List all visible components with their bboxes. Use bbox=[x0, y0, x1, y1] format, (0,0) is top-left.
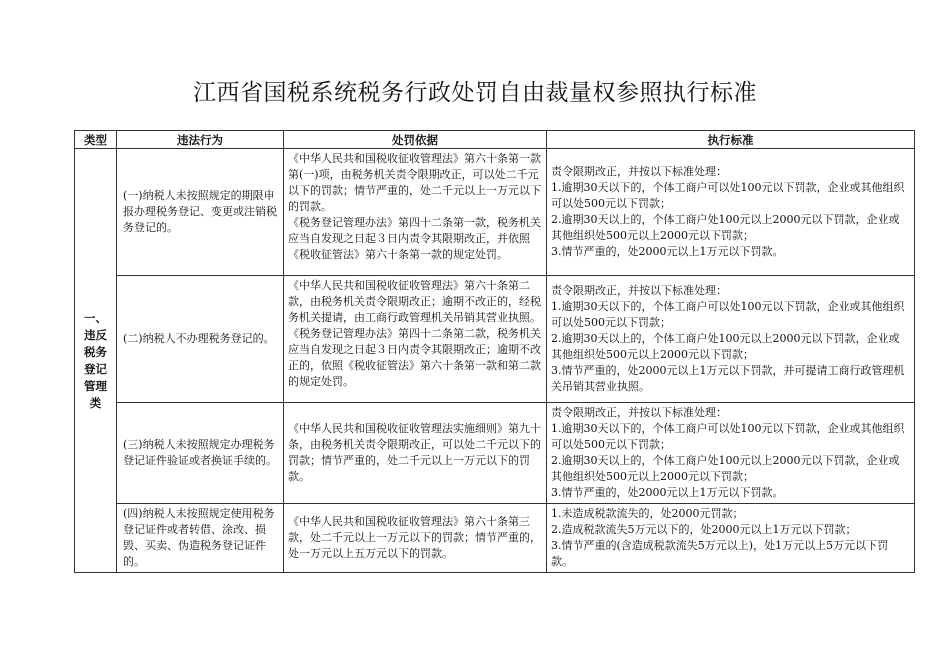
header-type: 类型 bbox=[75, 131, 117, 149]
standard-cell bbox=[547, 504, 915, 573]
violation-cell: (四)纳税人未按照规定使用税务登记证件或者转借、涂改、损毁、买卖、伪造税务登记证件的。 bbox=[117, 504, 284, 573]
table-header-row bbox=[75, 131, 915, 149]
penalty-standards-table bbox=[74, 130, 915, 573]
standard-line: 2.逾期30天以上的，个体工商户处100元以上2000元以下罚款，企业或其他组织处500元以上2000元以下罚款； bbox=[551, 454, 900, 483]
basis-paragraph: 《税务登记管理办法》第四十二条第一款，税务机关应当自发现之日起３日内责令其限期改正，并依照《税收征管法》第六十条第一款的规定处罚。 bbox=[288, 216, 541, 261]
category-cell bbox=[75, 149, 117, 573]
basis-paragraph: 《中华人民共和国税收征收管理法》第六十条第三款，处二千元以上一万元以下的罚款；情节严重的，处一万元以上五万元以下的罚款。 bbox=[288, 515, 541, 560]
standard-line: 责令限期改正，并按以下标准处理： bbox=[551, 284, 727, 297]
basis-cell bbox=[284, 504, 547, 573]
basis-paragraph: 《中华人民共和国税收征收管理法》第六十条第二款，由税务机关责令限期改正；逾期不改正的，经税务机关提请，由工商行政管理机关吊销其营业执照。 bbox=[288, 279, 541, 324]
header-penalty-basis: 处罚依据 bbox=[284, 131, 547, 149]
standard-line: 责令限期改正，并按以下标准处理： bbox=[551, 406, 727, 419]
violation-cell: (三)纳税人未按照规定办理税务登记证件验证或者换证手续的。 bbox=[117, 403, 284, 504]
standard-cell bbox=[547, 403, 915, 504]
standard-line: 3.情节严重的(含造成税款流失5万元以上)，处1万元以上5万元以下罚款。 bbox=[551, 539, 889, 568]
table-row bbox=[75, 276, 915, 403]
table-row bbox=[75, 149, 915, 276]
standard-line: 2.造成税款流失5万元以下的，处2000元以上1万元以下罚款； bbox=[551, 523, 857, 536]
standard-line: 2.逾期30天以上的，个体工商户处100元以上2000元以下罚款，企业或其他组织处500元以上2000元以下罚款； bbox=[551, 332, 900, 361]
header-execution-standard: 执行标准 bbox=[547, 131, 915, 149]
basis-paragraph: 《中华人民共和国税收征收管理法实施细则》第九十条，由税务机关责令限期改正，可以处二千元以下的罚款；情节严重的，处二千元以上一万元以下的罚款。 bbox=[288, 422, 541, 483]
basis-cell bbox=[284, 149, 547, 276]
basis-paragraph: 《中华人民共和国税收征收管理法》第六十条第一款第(一)项，由税务机关责令限期改正，可以处二千元以下的罚款；情节严重的，处二千元以上一万元以下的罚款。 bbox=[288, 152, 541, 213]
table-row bbox=[75, 403, 915, 504]
violation-cell: (二)纳税人不办理税务登记的。 bbox=[117, 276, 284, 403]
basis-paragraph: 《税务登记管理办法》第四十二条第二款，税务机关应当自发现之日起３日内责令其限期改正；逾期不改正的，依照《税收征管法》第六十条第一款和第二款的规定处罚。 bbox=[288, 327, 541, 388]
standard-line: 1.逾期30天以下的，个体工商户可以处100元以下罚款，企业或其他组织可以处500元以下罚款； bbox=[551, 422, 905, 451]
basis-cell bbox=[284, 403, 547, 504]
standard-line: 3.情节严重的，处2000元以上1万元以下罚款。 bbox=[551, 245, 784, 258]
standard-line: 3.情节严重的，处2000元以上1万元以下罚款，并可提请工商行政管理机关吊销其营业执照。 bbox=[551, 364, 905, 393]
category-label: 一、违反税务登记管理类 bbox=[84, 310, 107, 410]
table-row bbox=[75, 504, 915, 573]
standard-line: 责令限期改正，并按以下标准处理： bbox=[551, 165, 727, 178]
standard-cell bbox=[547, 149, 915, 276]
standard-line: 1.逾期30天以下的，个体工商户可以处100元以下罚款，企业或其他组织可以处500元以下罚款； bbox=[551, 300, 905, 329]
violation-cell: (一)纳税人未按照规定的期限申报办理税务登记、变更或注销税务登记的。 bbox=[117, 149, 284, 276]
basis-cell bbox=[284, 276, 547, 403]
standard-line: 1.逾期30天以下的，个体工商户可以处100元以下罚款，企业或其他组织可以处500元以下罚款； bbox=[551, 181, 905, 210]
standard-line: 1.未造成税款流失的，处2000元罚款； bbox=[551, 507, 744, 520]
header-violation: 违法行为 bbox=[117, 131, 284, 149]
standard-cell bbox=[547, 276, 915, 403]
standard-line: 3.情节严重的，处2000元以上1万元以下罚款。 bbox=[551, 486, 784, 499]
standard-line: 2.逾期30天以上的，个体工商户处100元以上2000元以下罚款，企业或其他组织处500元以上2000元以下罚款； bbox=[551, 213, 900, 242]
document-title: 江西省国税系统税务行政处罚自由裁量权参照执行标准 bbox=[193, 80, 757, 106]
